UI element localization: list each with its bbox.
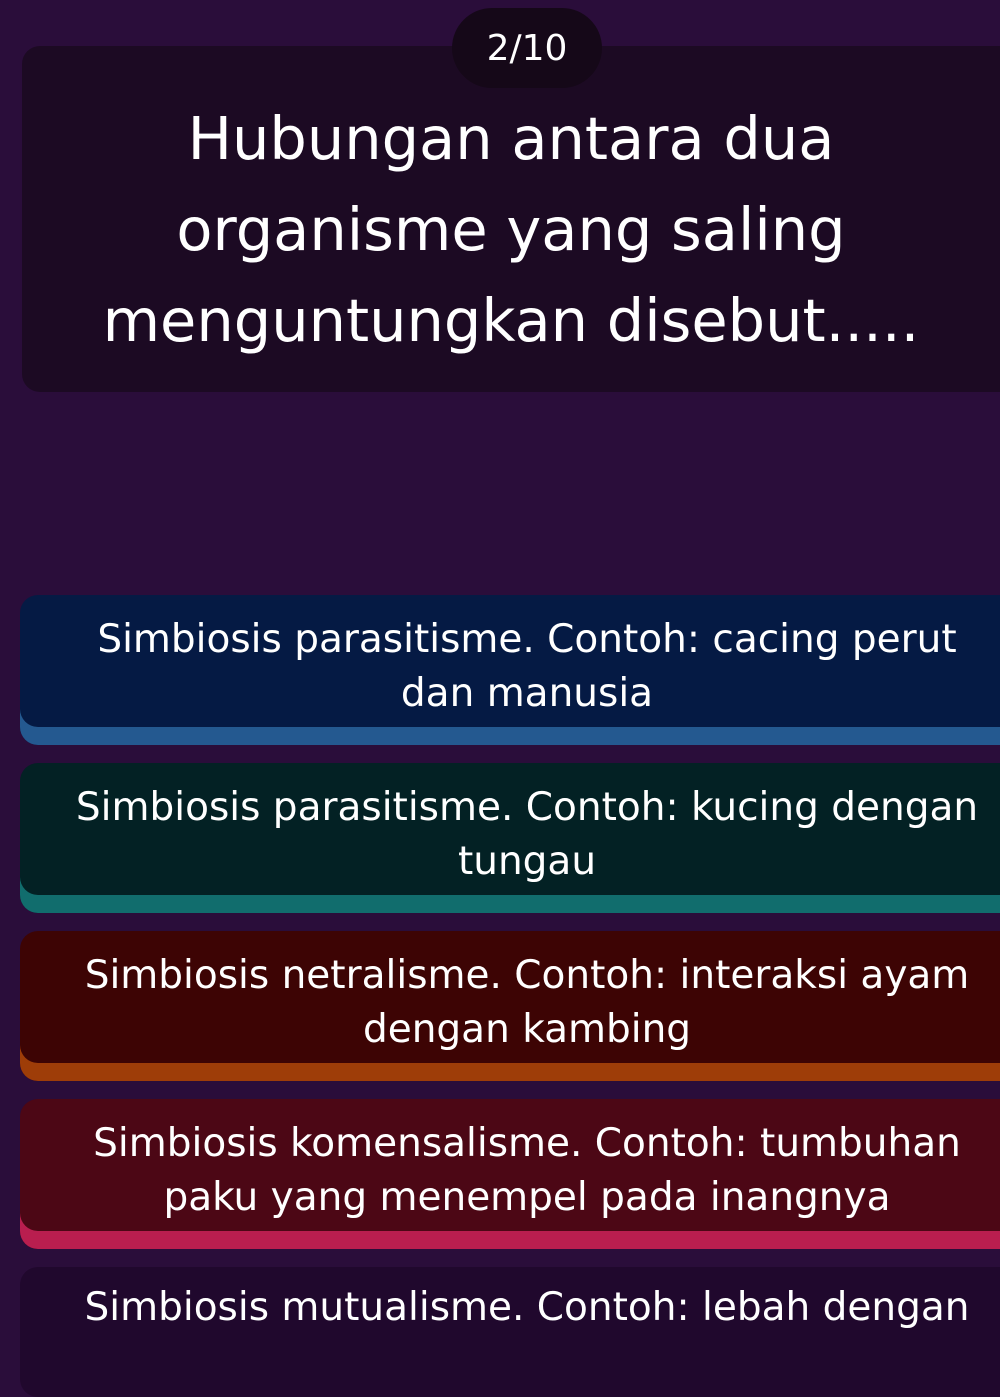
answer-option-3-text — [20, 949, 1000, 1057]
answer-option-2-line-2: tungau — [457, 839, 597, 884]
answer-option-3[interactable] — [20, 931, 1000, 1081]
answer-option-1-line-1: Simbiosis parasitisme. Contoh: cacing perut — [97, 617, 957, 662]
answer-option-1-text — [20, 613, 1000, 721]
answer-option-2-line-1: Simbiosis parasitisme. Contoh: kucing dengan — [75, 785, 979, 830]
answer-option-4-line-1: Simbiosis komensalisme. Contoh: tumbuhan — [93, 1121, 961, 1166]
answer-option-2-text — [20, 781, 1000, 889]
answer-option-4-line-2: paku yang menempel pada inangnya — [163, 1175, 891, 1220]
question-text: Hubungan antara dua organisme yang saling menguntungkan disebut..... — [102, 103, 920, 355]
answer-option-5-line-1: Simbiosis mutualisme. Contoh: lebah dengan — [84, 1285, 970, 1330]
answer-option-3-line-2: dengan kambing — [362, 1007, 692, 1052]
question-counter-text: 2/10 — [486, 27, 568, 69]
answer-option-2[interactable] — [20, 763, 1000, 913]
question-card — [22, 46, 1000, 392]
answer-option-5-text — [20, 1281, 1000, 1335]
answer-option-5[interactable] — [20, 1267, 1000, 1397]
answer-option-4[interactable] — [20, 1099, 1000, 1249]
question-counter — [452, 8, 602, 88]
answer-option-1-line-2: dan manusia — [400, 671, 654, 716]
answer-option-4-text — [20, 1117, 1000, 1225]
answer-option-3-line-1: Simbiosis netralisme. Contoh: interaksi ayam — [84, 953, 970, 998]
answer-option-1[interactable] — [20, 595, 1000, 745]
